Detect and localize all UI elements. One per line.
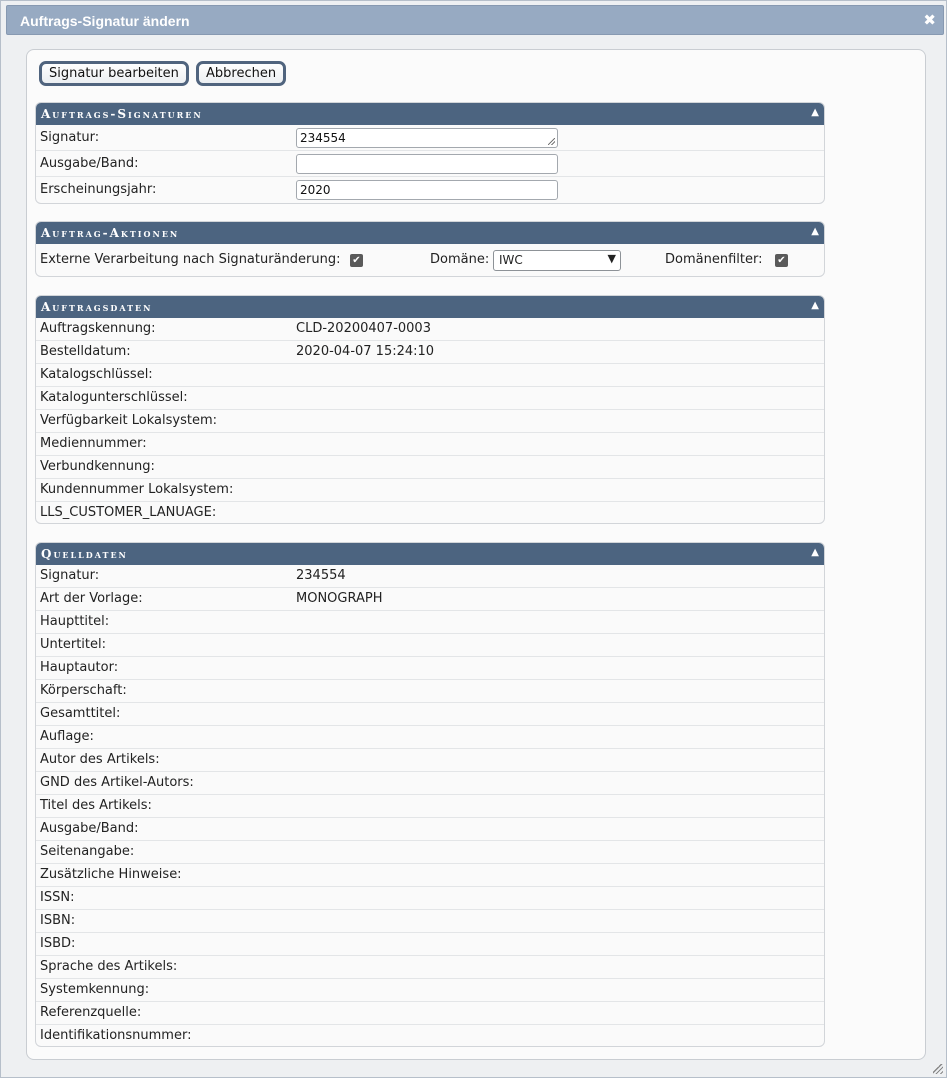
table-row bbox=[36, 318, 824, 341]
auftragsdaten-rows bbox=[36, 318, 824, 525]
table-row bbox=[36, 887, 824, 910]
row-value: 2020-04-07 15:24:10 bbox=[296, 344, 435, 359]
row-label: ISBN: bbox=[40, 913, 76, 928]
domain-select[interactable] bbox=[493, 250, 621, 271]
section-quelldaten bbox=[35, 542, 825, 1047]
dialog-title: Auftrags-Signatur ändern bbox=[20, 13, 190, 29]
row-label: Gesamttitel: bbox=[40, 706, 121, 721]
section-auftrags-signaturen bbox=[35, 102, 825, 204]
table-row bbox=[36, 657, 824, 680]
erscheinungsjahr-input[interactable]: 2020 bbox=[296, 180, 558, 200]
row-label: Kundennummer Lokalsystem: bbox=[40, 482, 234, 497]
row-value: CLD-20200407-0003 bbox=[296, 321, 431, 336]
section-title: Auftrags-Signaturen bbox=[41, 107, 203, 121]
row-label: Katalogunterschlüssel: bbox=[40, 390, 188, 405]
dialog-content bbox=[26, 49, 926, 1060]
row-label: Hauptautor: bbox=[40, 660, 119, 675]
row-label: Mediennummer: bbox=[40, 436, 147, 451]
table-row bbox=[36, 364, 824, 387]
section-header[interactable] bbox=[36, 296, 824, 318]
table-row bbox=[36, 680, 824, 703]
domain-filter-label: Domänenfilter: bbox=[665, 252, 763, 267]
table-row bbox=[36, 818, 824, 841]
row-label: Verfügbarkeit Lokalsystem: bbox=[40, 413, 217, 428]
row-label: ISSN: bbox=[40, 890, 75, 905]
row-value: 234554 bbox=[296, 568, 346, 583]
table-row bbox=[36, 634, 824, 657]
row-label: LLS_CUSTOMER_LANUAGE: bbox=[40, 505, 217, 520]
close-icon[interactable]: ✖ bbox=[923, 11, 936, 29]
row-label: GND des Artikel-Autors: bbox=[40, 775, 194, 790]
row-label: Sprache des Artikels: bbox=[40, 959, 178, 974]
collapse-icon[interactable]: ▲ bbox=[811, 107, 819, 118]
table-row bbox=[36, 841, 824, 864]
extern-checkbox[interactable]: ✔ bbox=[350, 254, 363, 267]
table-row bbox=[36, 502, 824, 525]
row-label: Systemkennung: bbox=[40, 982, 150, 997]
row-label: Haupttitel: bbox=[40, 614, 110, 629]
table-row bbox=[36, 341, 824, 364]
ausgabe-band-input[interactable] bbox=[296, 154, 558, 174]
extern-label: Externe Verarbeitung nach Signaturänderung: bbox=[40, 252, 341, 267]
row-label: Titel des Artikels: bbox=[40, 798, 152, 813]
form-row bbox=[36, 151, 824, 177]
table-row bbox=[36, 795, 824, 818]
section-auftrag-aktionen bbox=[35, 221, 825, 277]
row-label: Art der Vorlage: bbox=[40, 591, 143, 606]
row-label: Ausgabe/Band: bbox=[40, 821, 139, 836]
row-label: ISBD: bbox=[40, 936, 76, 951]
domain-filter-checkbox[interactable]: ✔ bbox=[775, 254, 788, 267]
section-title: Auftrag-Aktionen bbox=[41, 226, 180, 240]
domain-label: Domäne: bbox=[430, 252, 490, 267]
quelldaten-rows bbox=[36, 565, 824, 1048]
table-row bbox=[36, 979, 824, 1002]
table-row bbox=[36, 956, 824, 979]
table-row bbox=[36, 933, 824, 956]
section-header[interactable] bbox=[36, 543, 824, 565]
table-row bbox=[36, 749, 824, 772]
table-row bbox=[36, 611, 824, 634]
row-label: Identifikationsnummer: bbox=[40, 1028, 192, 1043]
chevron-down-icon: ▼ bbox=[607, 252, 616, 265]
collapse-icon[interactable]: ▲ bbox=[811, 226, 819, 237]
signatur-input[interactable]: 234554 bbox=[296, 128, 558, 148]
edit-signature-button[interactable]: Signatur bearbeiten bbox=[39, 61, 189, 86]
table-row bbox=[36, 703, 824, 726]
window-resize-grip-icon[interactable] bbox=[933, 1064, 943, 1074]
table-row bbox=[36, 565, 824, 588]
form-row bbox=[36, 177, 824, 203]
table-row bbox=[36, 433, 824, 456]
row-label: Referenzquelle: bbox=[40, 1005, 142, 1020]
section-title: Quelldaten bbox=[41, 547, 128, 561]
cancel-button[interactable]: Abbrechen bbox=[196, 61, 286, 86]
table-row bbox=[36, 387, 824, 410]
table-row bbox=[36, 726, 824, 749]
table-row bbox=[36, 1025, 824, 1048]
resize-grip-icon[interactable] bbox=[548, 138, 555, 145]
section-header[interactable] bbox=[36, 103, 824, 125]
signatur-label: Signatur: bbox=[40, 130, 100, 145]
row-label: Zusätzliche Hinweise: bbox=[40, 867, 182, 882]
row-label: Körperschaft: bbox=[40, 683, 127, 698]
table-row bbox=[36, 410, 824, 433]
row-label: Katalogschlüssel: bbox=[40, 367, 153, 382]
section-header[interactable] bbox=[36, 222, 824, 244]
toolbar bbox=[39, 61, 288, 86]
table-row bbox=[36, 864, 824, 887]
table-row bbox=[36, 910, 824, 933]
row-label: Auflage: bbox=[40, 729, 94, 744]
row-label: Seitenangabe: bbox=[40, 844, 135, 859]
section-title: Auftragsdaten bbox=[41, 300, 153, 314]
domain-select-value: IWC bbox=[499, 253, 523, 267]
section-auftragsdaten bbox=[35, 295, 825, 524]
collapse-icon[interactable]: ▲ bbox=[811, 547, 819, 558]
row-label: Bestelldatum: bbox=[40, 344, 131, 359]
form-row bbox=[36, 125, 824, 151]
table-row bbox=[36, 1002, 824, 1025]
row-label: Verbundkennung: bbox=[40, 459, 155, 474]
erscheinungsjahr-label: Erscheinungsjahr: bbox=[40, 182, 157, 197]
table-row bbox=[36, 772, 824, 795]
row-label: Autor des Artikels: bbox=[40, 752, 160, 767]
ausgabe-band-label: Ausgabe/Band: bbox=[40, 156, 139, 171]
dialog-titlebar[interactable] bbox=[6, 5, 944, 35]
collapse-icon[interactable]: ▲ bbox=[811, 300, 819, 311]
table-row bbox=[36, 479, 824, 502]
row-label: Auftragskennung: bbox=[40, 321, 156, 336]
row-label: Signatur: bbox=[40, 568, 100, 583]
row-label: Untertitel: bbox=[40, 637, 106, 652]
actions-row bbox=[36, 244, 824, 278]
table-row bbox=[36, 588, 824, 611]
table-row bbox=[36, 456, 824, 479]
row-value: MONOGRAPH bbox=[296, 591, 383, 606]
